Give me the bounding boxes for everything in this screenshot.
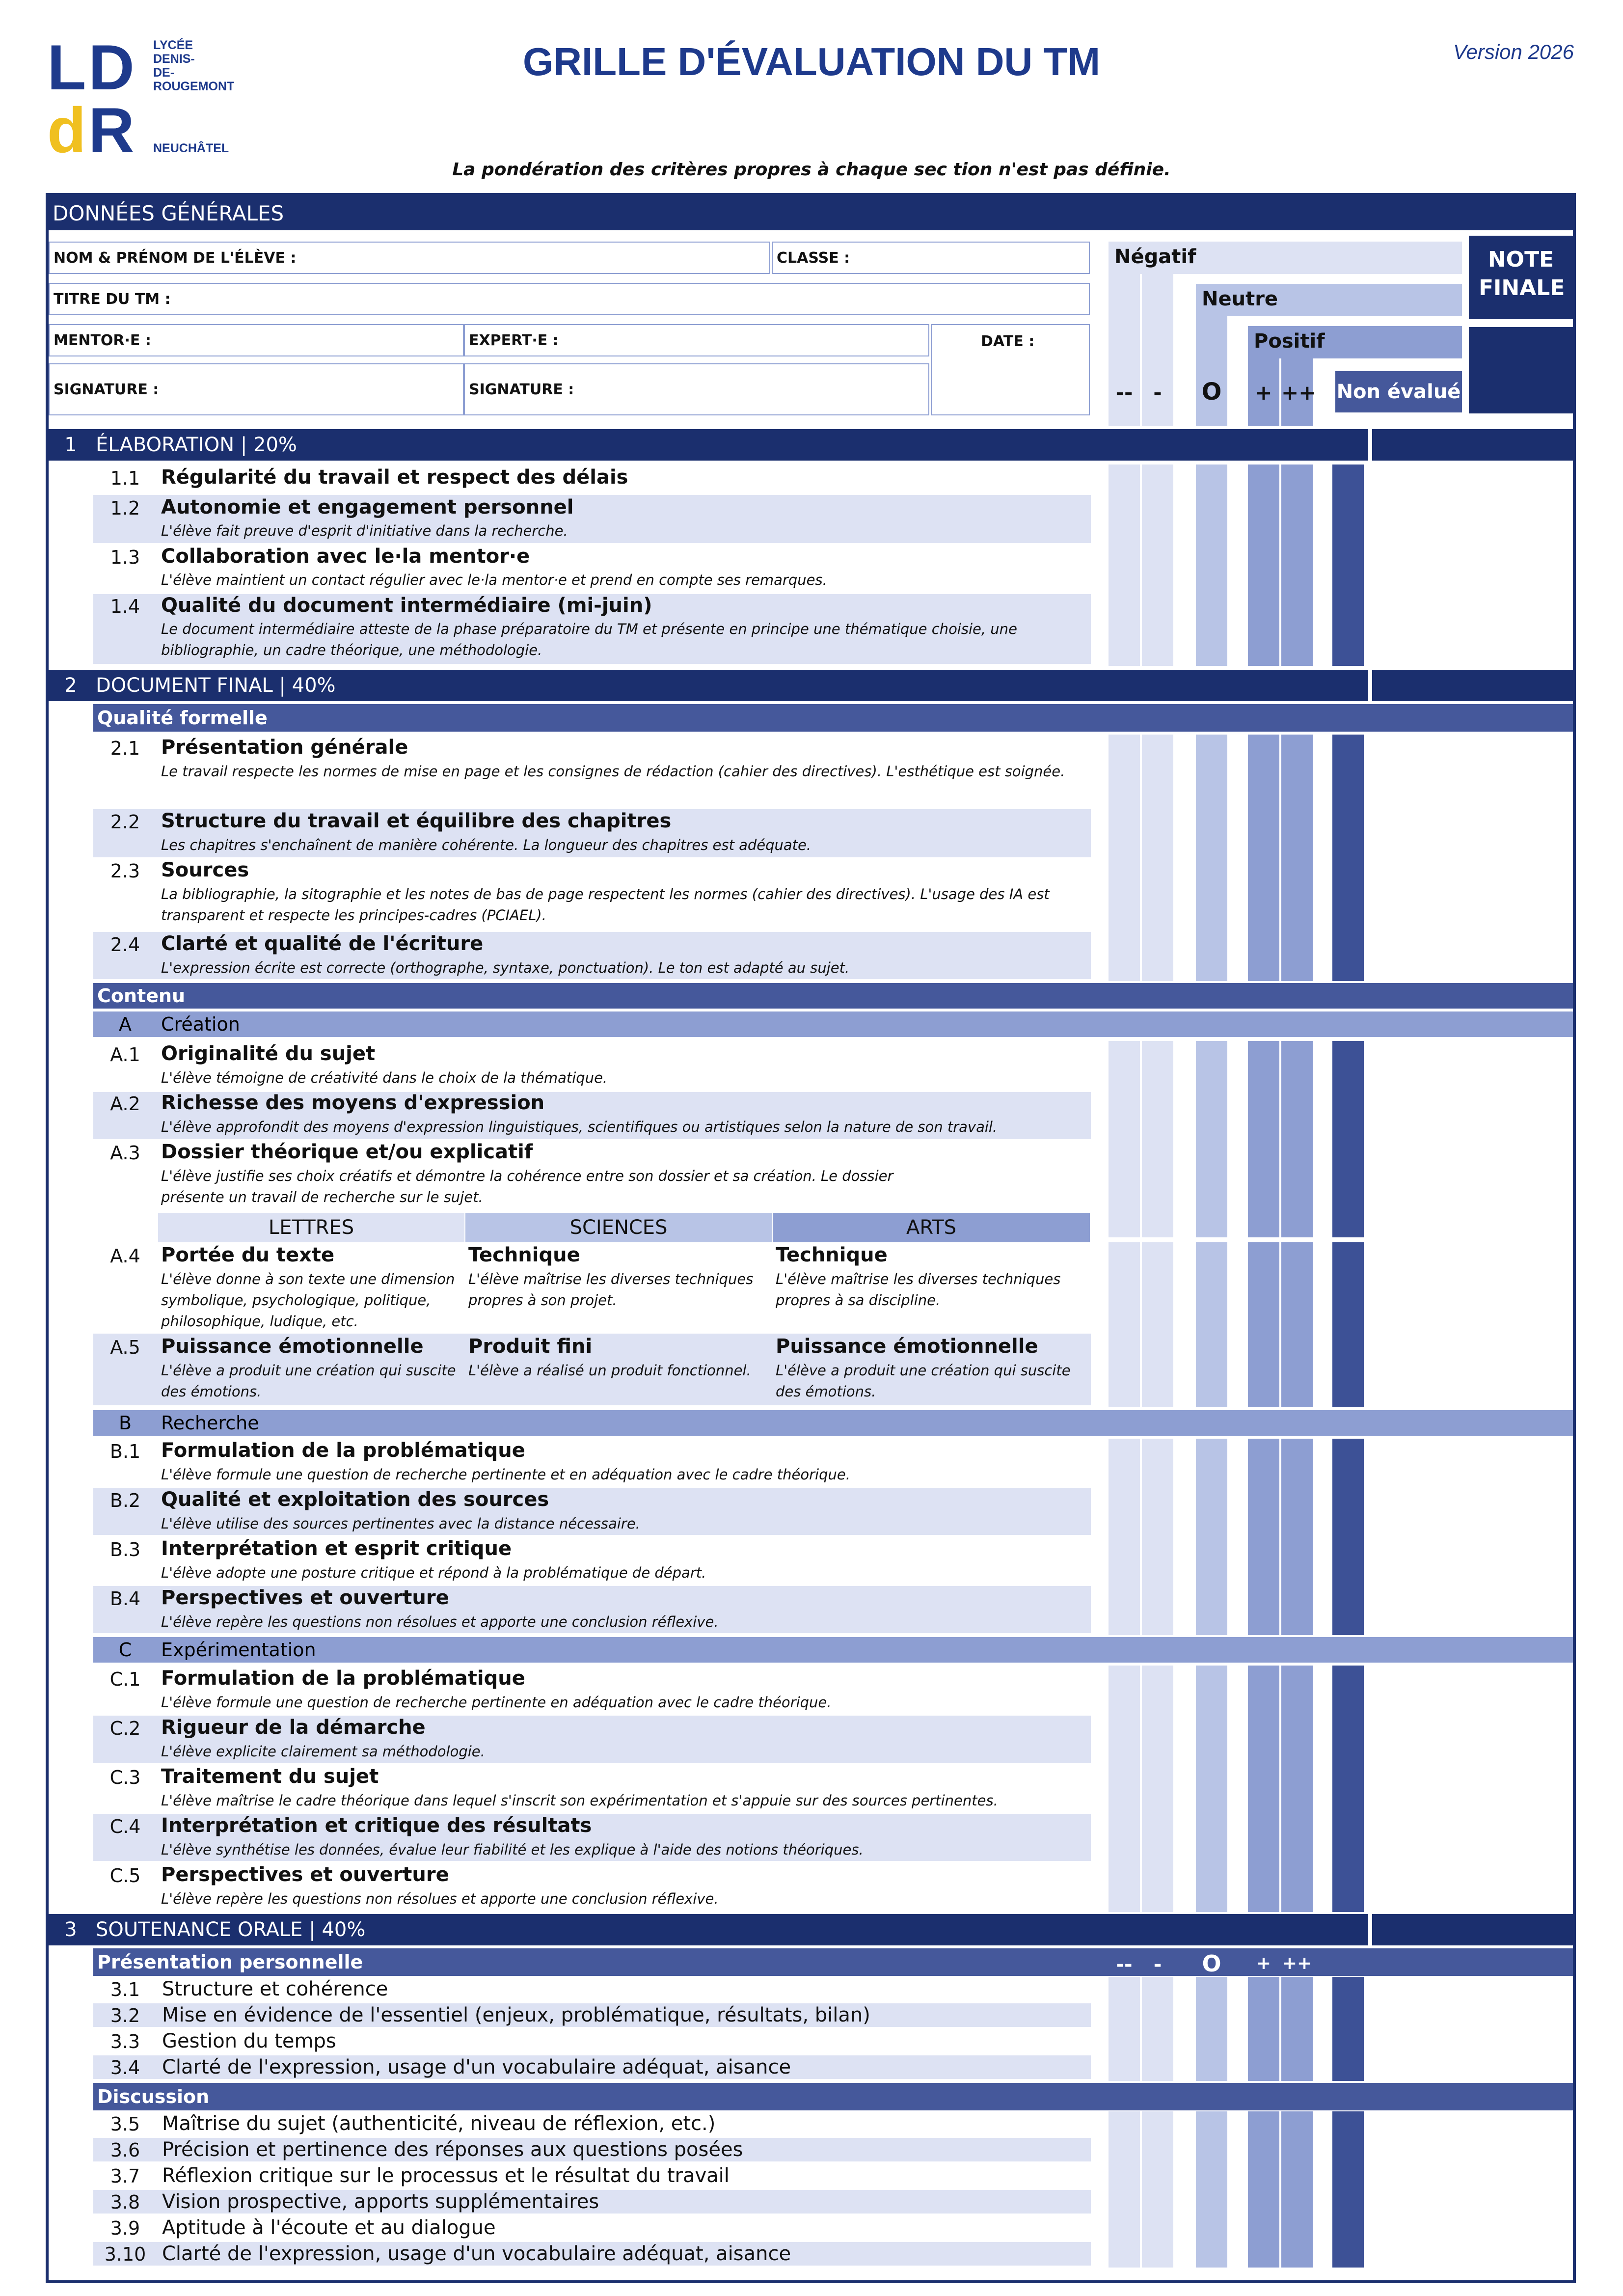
- rating-very-negative-cell[interactable]: [1109, 2111, 1140, 2268]
- criterion-number: 3.4: [110, 2057, 140, 2078]
- criterion-desc: Les chapitres s'enchaînent de manière cohérente. La longueur des chapitres est adéquate.: [161, 837, 812, 853]
- criterion-number: A.5: [110, 1337, 140, 1358]
- discipline-sciences: SCIENCES: [465, 1213, 772, 1242]
- criterion-number: 1.2: [110, 497, 140, 519]
- criterion-desc: La bibliographie, la sitographie et les notes de bas de page respectent les normes (cahier des directives). L'usage des IA est transparent et respecte les principes-cadres (PCIAEL).: [161, 886, 1050, 924]
- criterion-number: B.3: [109, 1539, 141, 1560]
- criterion-title: Interprétation et esprit critique: [161, 1537, 512, 1560]
- criterion-desc: L'élève a produit une création qui suscite des émotions.: [776, 1362, 1071, 1400]
- rating-negative-cell[interactable]: [1142, 465, 1173, 666]
- rating-negative-cell[interactable]: [1142, 1977, 1173, 2081]
- section-title: ÉLABORATION | 20%: [96, 434, 297, 456]
- criterion-title: Qualité du document intermédiaire (mi-juin): [161, 594, 652, 617]
- rating-positive-cell[interactable]: [1248, 465, 1279, 666]
- tm-title-field[interactable]: TITRE DU TM :: [49, 283, 1090, 315]
- discipline-lettres: LETTRES: [158, 1213, 464, 1242]
- rating-not-evaluated-cell[interactable]: [1332, 1666, 1364, 1912]
- section-number: 2: [64, 674, 77, 697]
- criterion-title: Interprétation et critique des résultats: [161, 1814, 592, 1837]
- criterion-number: 3.9: [110, 2217, 140, 2239]
- expert-field[interactable]: EXPERT·E :: [464, 324, 929, 356]
- note-finale-label: NOTE FINALE: [1469, 236, 1573, 319]
- criterion-number: 3.10: [104, 2243, 146, 2265]
- category-label: Expérimentation: [161, 1639, 316, 1661]
- criterion-desc: L'élève fait preuve d'esprit d'initiative dans la recherche.: [161, 522, 568, 539]
- rating-negative-cell[interactable]: [1142, 1439, 1173, 1635]
- rating-positive-cell[interactable]: [1248, 1242, 1279, 1407]
- criterion-desc: L'élève explicite clairement sa méthodologie.: [161, 1743, 485, 1760]
- criterion-title: Puissance émotionnelle: [161, 1335, 424, 1358]
- rating-neutral-cell[interactable]: [1196, 1977, 1227, 2081]
- rating-very-positive-cell[interactable]: [1281, 735, 1313, 981]
- criterion-number: 1.1: [110, 467, 140, 489]
- criterion-title: Vision prospective, apports supplémentaires: [162, 2190, 599, 2213]
- mentor-field[interactable]: MENTOR·E :: [49, 324, 464, 356]
- rating-neutral-cell[interactable]: [1196, 2111, 1227, 2268]
- criterion-desc: L'élève approfondit des moyens d'expression linguistiques, scientifiques ou artistiques selon la nature de son travail.: [161, 1119, 998, 1135]
- criterion-title: Technique: [776, 1244, 888, 1266]
- criterion-number: 3.7: [110, 2165, 140, 2187]
- criterion-title: Autonomie et engagement personnel: [161, 496, 574, 519]
- criterion-number: C.1: [109, 1668, 141, 1690]
- criterion-number: A.4: [110, 1245, 140, 1267]
- rating-very-positive-cell[interactable]: [1281, 1242, 1313, 1407]
- rating-negative-cell[interactable]: [1142, 1041, 1173, 1237]
- rating-very-positive-cell[interactable]: [1281, 1666, 1313, 1912]
- criterion-title: Mise en évidence de l'essentiel (enjeux, problématique, résultats, bilan): [162, 2004, 870, 2026]
- section-2-bar: [49, 670, 1368, 701]
- scale-symbol: --: [1115, 381, 1133, 405]
- rating-very-positive-cell[interactable]: [1281, 465, 1313, 666]
- rating-positive-cell[interactable]: [1248, 1666, 1279, 1912]
- section-1-bar-right: [1372, 429, 1573, 461]
- section-number: 3: [64, 1918, 77, 1941]
- criterion-title: Formulation de la problématique: [161, 1439, 525, 1462]
- rating-very-negative-cell[interactable]: [1109, 1439, 1140, 1635]
- date-field[interactable]: DATE :: [931, 324, 1090, 415]
- class-field[interactable]: CLASSE :: [772, 242, 1090, 274]
- not-evaluated-label: Non évalué: [1335, 371, 1462, 412]
- presentation-heading: Présentation personnelle: [93, 1948, 1573, 1976]
- rating-positive-cell[interactable]: [1248, 2111, 1279, 2268]
- scale-symbol: +: [1255, 381, 1272, 405]
- note-finale-cell[interactable]: [1469, 327, 1573, 413]
- logo-letter: L: [47, 31, 86, 103]
- rating-very-positive-cell[interactable]: [1281, 1041, 1313, 1237]
- logo-letter: d: [47, 94, 86, 166]
- rating-very-negative-cell[interactable]: [1109, 465, 1140, 666]
- section-title: DOCUMENT FINAL | 40%: [96, 674, 336, 697]
- rating-not-evaluated-cell[interactable]: [1332, 1041, 1364, 1237]
- criterion-title: Collaboration avec le·la mentor·e: [161, 545, 530, 568]
- rating-not-evaluated-cell[interactable]: [1332, 1439, 1364, 1635]
- category-label: Recherche: [161, 1412, 259, 1434]
- criterion-title: Régularité du travail et respect des délais: [161, 466, 628, 489]
- section-3-bar-right: [1372, 1914, 1573, 1945]
- category-b: [93, 1410, 1573, 1436]
- criterion-title: Technique: [468, 1244, 580, 1266]
- criterion-title: Gestion du temps: [162, 2030, 336, 2052]
- scale-symbol: O: [1202, 1950, 1221, 1977]
- criterion-desc: L'élève donne à son texte une dimension symbolique, psychologique, politique, philosophique, ludique, etc.: [161, 1271, 455, 1330]
- criterion-number: 1.3: [110, 547, 140, 568]
- rating-neutral-cell[interactable]: [1196, 465, 1227, 666]
- criterion-desc: L'élève formule une question de recherche pertinente et en adéquation avec le cadre théorique.: [161, 1466, 850, 1483]
- rating-negative-cell[interactable]: [1142, 2111, 1173, 2268]
- criterion-desc: Le travail respecte les normes de mise en page et les consignes de rédaction (cahier des directives). L'esthétique est soignée.: [161, 763, 1065, 780]
- rating-neutral-cell[interactable]: [1196, 1242, 1227, 1407]
- criterion-desc: Le document intermédiaire atteste de la phase préparatoire du TM et présente en principe une thématique choisie, une bibliographie, un cadre théorique, une méthodologie.: [161, 621, 1017, 658]
- scale-symbol: ++: [1282, 1953, 1312, 1973]
- criterion-title: Précision et pertinence des réponses aux questions posées: [162, 2138, 743, 2161]
- rating-very-positive-cell[interactable]: [1281, 2111, 1313, 2268]
- criterion-desc: L'élève a produit une création qui suscite des émotions.: [161, 1362, 456, 1400]
- section-1-bar: [49, 429, 1368, 461]
- scale-col-header: [1196, 316, 1227, 426]
- logo-text: DENIS-: [153, 52, 195, 66]
- category-letter: C: [118, 1639, 132, 1661]
- criterion-title: Maîtrise du sujet (authenticité, niveau de réflexion, etc.): [162, 2112, 716, 2135]
- scale-symbol: O: [1201, 378, 1222, 406]
- logo-city: NEUCHÂTEL: [153, 141, 229, 155]
- criterion-desc: L'élève utilise des sources pertinentes avec la distance nécessaire.: [161, 1515, 640, 1532]
- criterion-desc: L'élève justifie ses choix créatifs et démontre la cohérence entre son dossier et sa création. Le dossier présente un travail de recherche sur le sujet.: [161, 1168, 893, 1205]
- scale-symbol: +: [1256, 1953, 1271, 1973]
- criterion-number: B.4: [109, 1588, 141, 1610]
- rating-neutral-cell[interactable]: [1196, 1041, 1227, 1237]
- rating-negative-cell[interactable]: [1142, 1666, 1173, 1912]
- criterion-title: Traitement du sujet: [161, 1765, 379, 1788]
- rating-neutral-cell[interactable]: [1196, 1439, 1227, 1635]
- signature-mentor-field[interactable]: SIGNATURE :: [49, 363, 464, 415]
- logo-letter: D: [88, 31, 135, 103]
- version-label: Version 2026: [1453, 40, 1574, 63]
- logo-text: ROUGEMONT: [153, 80, 235, 93]
- rating-very-negative-cell[interactable]: [1109, 735, 1140, 981]
- general-heading: DONNÉES GÉNÉRALES: [49, 196, 1573, 230]
- logo-text: LYCÉE: [153, 38, 193, 52]
- criterion-title: Réflexion critique sur le processus et le résultat du travail: [162, 2164, 730, 2187]
- criterion-number: 2.1: [110, 738, 140, 759]
- criterion-title: Puissance émotionnelle: [776, 1335, 1038, 1358]
- rating-not-evaluated-cell[interactable]: [1332, 2111, 1364, 2268]
- criterion-title: Présentation générale: [161, 736, 408, 759]
- criterion-title: Portée du texte: [161, 1244, 335, 1266]
- criterion-title: Produit fini: [468, 1335, 593, 1358]
- category-letter: B: [118, 1412, 132, 1434]
- rating-very-positive-cell[interactable]: [1281, 1439, 1313, 1635]
- discipline-arts: ARTS: [773, 1213, 1090, 1242]
- rating-neutral-cell[interactable]: [1196, 735, 1227, 981]
- scale-positive: Positif: [1248, 326, 1462, 358]
- criterion-title: Clarté et qualité de l'écriture: [161, 932, 484, 955]
- criterion-title: Clarté de l'expression, usage d'un vocabulaire adéquat, aisance: [162, 2056, 791, 2078]
- criterion-title: Structure et cohérence: [162, 1978, 388, 2000]
- scale-symbol: -: [1153, 381, 1162, 405]
- criterion-title: Structure du travail et équilibre des chapitres: [161, 810, 672, 832]
- section-title: SOUTENANCE ORALE | 40%: [96, 1918, 366, 1941]
- criterion-number: 2.3: [110, 860, 140, 882]
- criterion-number: C.4: [109, 1816, 141, 1837]
- rating-positive-cell[interactable]: [1248, 1439, 1279, 1635]
- criterion-desc: L'élève maintient un contact régulier avec le·la mentor·e et prend en compte ses remarques.: [161, 572, 827, 588]
- rating-negative-cell[interactable]: [1142, 1242, 1173, 1407]
- section-2-bar-right: [1372, 670, 1573, 701]
- criterion-desc: L'élève adopte une posture critique et répond à la problématique de départ.: [161, 1564, 706, 1581]
- criterion-number: 3.3: [110, 2031, 140, 2052]
- criterion-title: Perspectives et ouverture: [161, 1586, 449, 1609]
- rating-positive-cell[interactable]: [1248, 1041, 1279, 1237]
- rating-positive-cell[interactable]: [1248, 1977, 1279, 2081]
- rating-not-evaluated-cell[interactable]: [1332, 735, 1364, 981]
- criterion-number: B.1: [109, 1441, 141, 1462]
- section-3-bar: [49, 1914, 1368, 1945]
- criterion-number: A.2: [110, 1093, 140, 1115]
- rating-not-evaluated-cell[interactable]: [1332, 1977, 1364, 2081]
- scale-negative: Négatif: [1109, 242, 1462, 274]
- criterion-title: Originalité du sujet: [161, 1042, 376, 1065]
- criterion-number: C.5: [109, 1865, 141, 1886]
- criterion-title: Rigueur de la démarche: [161, 1716, 426, 1739]
- rating-very-negative-cell[interactable]: [1109, 1041, 1140, 1237]
- criterion-title: Dossier théorique et/ou explicatif: [161, 1141, 533, 1163]
- signature-expert-field[interactable]: SIGNATURE :: [464, 363, 929, 415]
- scale-symbol: --: [1116, 1953, 1133, 1976]
- criterion-number: A.3: [110, 1142, 140, 1164]
- criterion-title: Sources: [161, 859, 249, 881]
- rating-very-positive-cell[interactable]: [1281, 1977, 1313, 2081]
- criterion-number: 2.2: [110, 811, 140, 833]
- criterion-title: Formulation de la problématique: [161, 1667, 525, 1690]
- rating-negative-cell[interactable]: [1142, 735, 1173, 981]
- rating-not-evaluated-cell[interactable]: [1332, 1242, 1364, 1407]
- page-title: GRILLE D'ÉVALUATION DU TM: [523, 40, 1100, 83]
- scale-symbol: ++: [1281, 381, 1316, 405]
- section-number: 1: [64, 434, 77, 456]
- subtitle: La pondération des critères propres à chaque sec tion n'est pas définie.: [452, 160, 1171, 180]
- criterion-number: A.1: [110, 1044, 140, 1066]
- criterion-title: Clarté de l'expression, usage d'un vocabulaire adéquat, aisance: [162, 2242, 791, 2265]
- criterion-number: C.3: [109, 1767, 141, 1788]
- criterion-number: C.2: [109, 1718, 141, 1739]
- criterion-number: 2.4: [110, 934, 140, 956]
- criterion-number: 3.5: [110, 2113, 140, 2135]
- criterion-number: 3.2: [110, 2005, 140, 2026]
- logo-letter: R: [88, 94, 135, 166]
- criterion-desc: L'élève maîtrise le cadre théorique dans lequel s'inscrit son expérimentation et s'appuie sur des sources pertinentes.: [161, 1792, 998, 1809]
- category-label: Création: [161, 1013, 240, 1035]
- scale-symbol: -: [1153, 1953, 1162, 1976]
- scale-neutral: Neutre: [1196, 284, 1462, 316]
- formal-quality-heading: Qualité formelle: [93, 704, 1573, 732]
- criterion-desc: L'élève maîtrise les diverses techniques propres à sa discipline.: [776, 1271, 1061, 1309]
- category-c: [93, 1637, 1573, 1663]
- criterion-desc: L'élève maîtrise les diverses techniques propres à son projet.: [468, 1271, 754, 1309]
- criterion-title: Qualité et exploitation des sources: [161, 1488, 549, 1511]
- student-name-field[interactable]: NOM & PRÉNOM DE L'ÉLÈVE :: [49, 242, 770, 274]
- criterion-desc: L'élève témoigne de créativité dans le choix de la thématique.: [161, 1069, 608, 1086]
- category-a: [93, 1011, 1573, 1037]
- rating-not-evaluated-cell[interactable]: [1332, 465, 1364, 666]
- criterion-number: 1.4: [110, 596, 140, 617]
- criterion-desc: L'élève formule une question de recherche pertinente en adéquation avec le cadre théorique.: [161, 1694, 832, 1711]
- criterion-title: Perspectives et ouverture: [161, 1863, 449, 1886]
- criterion-desc: L'élève synthétise les données, évalue leur fiabilité et les explique à l'aide des notions théoriques.: [161, 1841, 864, 1858]
- rating-very-negative-cell[interactable]: [1109, 1666, 1140, 1912]
- criterion-desc: L'élève a réalisé un produit fonctionnel.: [468, 1362, 751, 1379]
- criterion-number: B.2: [109, 1490, 141, 1511]
- rating-neutral-cell[interactable]: [1196, 1666, 1227, 1912]
- criterion-title: Aptitude à l'écoute et au dialogue: [162, 2216, 496, 2239]
- rating-very-negative-cell[interactable]: [1109, 1977, 1140, 2081]
- rating-very-negative-cell[interactable]: [1109, 1242, 1140, 1407]
- criterion-number: 3.6: [110, 2139, 140, 2161]
- rating-positive-cell[interactable]: [1248, 735, 1279, 981]
- criterion-number: 3.1: [110, 1979, 140, 2000]
- criterion-desc: L'élève repère les questions non résolues et apporte une conclusion réflexive.: [161, 1890, 719, 1907]
- category-letter: A: [119, 1013, 132, 1035]
- content-heading: Contenu: [93, 983, 1573, 1009]
- criterion-title: Richesse des moyens d'expression: [161, 1092, 545, 1114]
- discussion-heading: Discussion: [93, 2083, 1573, 2110]
- criterion-desc: L'expression écrite est correcte (orthographe, syntaxe, ponctuation). Le ton est adapté au sujet.: [161, 959, 850, 976]
- criterion-number: 3.8: [110, 2191, 140, 2213]
- logo-text: DE-: [153, 66, 175, 80]
- criterion-desc: L'élève repère les questions non résolues et apporte une conclusion réflexive.: [161, 1613, 719, 1630]
